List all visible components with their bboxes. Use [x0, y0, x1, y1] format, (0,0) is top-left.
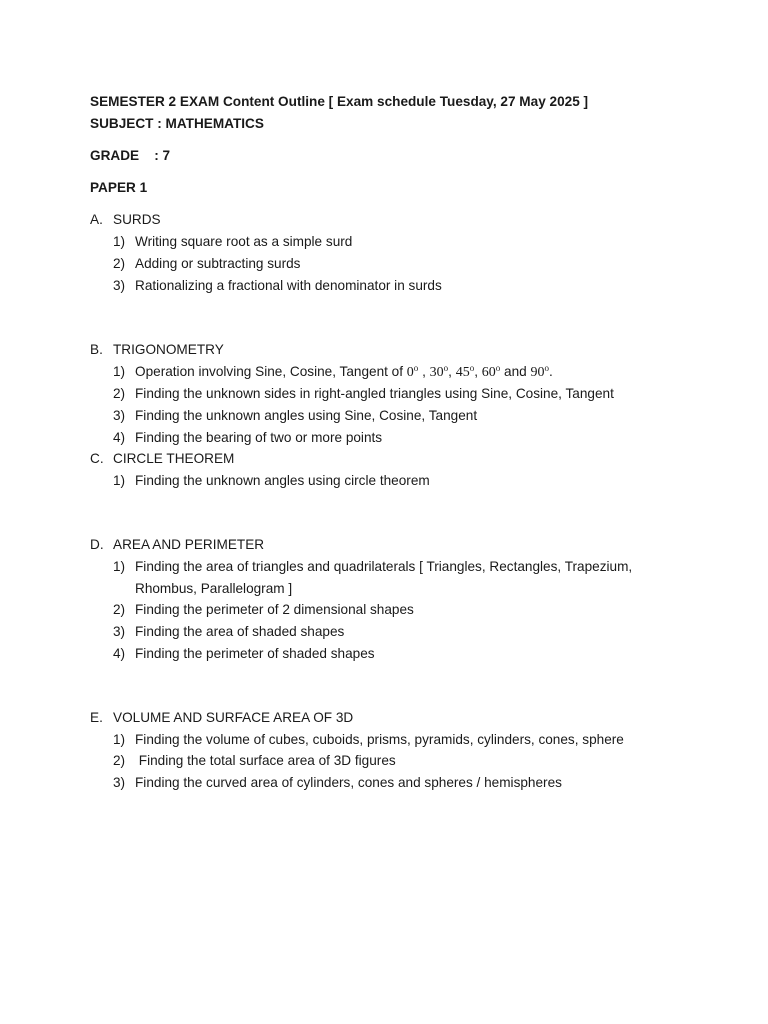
subject-line: SUBJECT : MATHEMATICS [90, 116, 264, 131]
angle-math [407, 365, 419, 380]
item-text-with-math: Operation involving Sine, Cosine, Tangent of 0$^o$ , 30$^o$, 45$^o$, 60$^o$ and 90$^o$. [135, 363, 553, 380]
section-title: VOLUME AND SURFACE AREA OF 3D [113, 710, 354, 725]
item-text: Rhombus, Parallelogram ] [135, 581, 293, 596]
grade-line: GRADE : 7 [90, 148, 171, 163]
degree-symbol: o [544, 363, 549, 373]
section-title: AREA AND PERIMETER [113, 537, 265, 552]
item-text: Finding the unknown angles using Sine, Cosine, Tangent [135, 408, 478, 423]
item-text: Rationalizing a fractional with denominator in surds [135, 278, 442, 293]
item-number: 1) [113, 559, 126, 574]
item-text: Finding the total surface area of 3D figures [135, 753, 396, 768]
degree-symbol: o [469, 363, 475, 373]
item-text: Adding or subtracting surds [135, 256, 301, 271]
item-number: 4) [113, 646, 126, 661]
section-title: TRIGONOMETRY [113, 342, 224, 357]
section-letter: D. [90, 537, 104, 552]
section-letter: E. [90, 710, 103, 725]
angle-math [482, 365, 501, 380]
header-title: SEMESTER 2 EXAM Content Outline [ Exam schedule Tuesday, 27 May 2025 ] [90, 94, 589, 109]
item-text: Finding the area of shaded shapes [135, 624, 345, 639]
section-letter: C. [90, 451, 104, 466]
item-number: 2) [113, 602, 126, 617]
degree-symbol: o [443, 363, 449, 373]
degree-symbol: o [413, 363, 419, 373]
item-text: Finding the unknown angles using circle theorem [135, 473, 430, 488]
angle-math [456, 365, 475, 380]
item-number: 1) [113, 732, 126, 747]
item-text: Finding the bearing of two or more points [135, 430, 383, 445]
item-number: 3) [113, 408, 126, 423]
degree-symbol: o [495, 363, 501, 373]
angle-value: 60 [481, 365, 496, 380]
item-text: Operation involving Sine, Cosine, Tangent of [135, 364, 407, 379]
section-title: SURDS [113, 212, 161, 227]
item-number: 2) [113, 386, 126, 401]
angle-value: 30 [429, 365, 444, 380]
angle-math [430, 365, 449, 380]
item-number: 4) [113, 430, 126, 445]
item-number: 1) [113, 364, 126, 379]
angle-value: 90 [530, 365, 545, 380]
angle-value: 0 [406, 365, 414, 380]
paper-heading: PAPER 1 [90, 180, 148, 195]
period: . [549, 364, 553, 379]
item-text: Finding the unknown sides in right-angled triangles using Sine, Cosine, Tangent [135, 386, 614, 401]
section-title: CIRCLE THEOREM [113, 451, 235, 466]
item-number: 2) [113, 753, 126, 768]
item-text: Finding the curved area of cylinders, cones and spheres / hemispheres [135, 775, 562, 790]
angle-value: 45 [455, 365, 470, 380]
item-number: 3) [113, 624, 126, 639]
angle-math [531, 365, 550, 380]
item-number: 2) [113, 256, 126, 271]
section-letter: B. [90, 342, 103, 357]
item-number: 3) [113, 775, 126, 790]
section-letter: A. [90, 212, 103, 227]
item-text: Finding the perimeter of shaded shapes [135, 646, 375, 661]
item-number: 1) [113, 234, 126, 249]
conjunction: and [500, 364, 531, 379]
item-text: Finding the volume of cubes, cuboids, prisms, pyramids, cylinders, cones, sphere [135, 732, 624, 747]
item-number: 1) [113, 473, 126, 488]
item-number: 3) [113, 278, 126, 293]
item-text: Finding the area of triangles and quadrilaterals [ Triangles, Rectangles, Trapezium, [135, 559, 633, 574]
item-text: Finding the perimeter of 2 dimensional shapes [135, 602, 414, 617]
item-text: Writing square root as a simple surd [135, 234, 353, 249]
